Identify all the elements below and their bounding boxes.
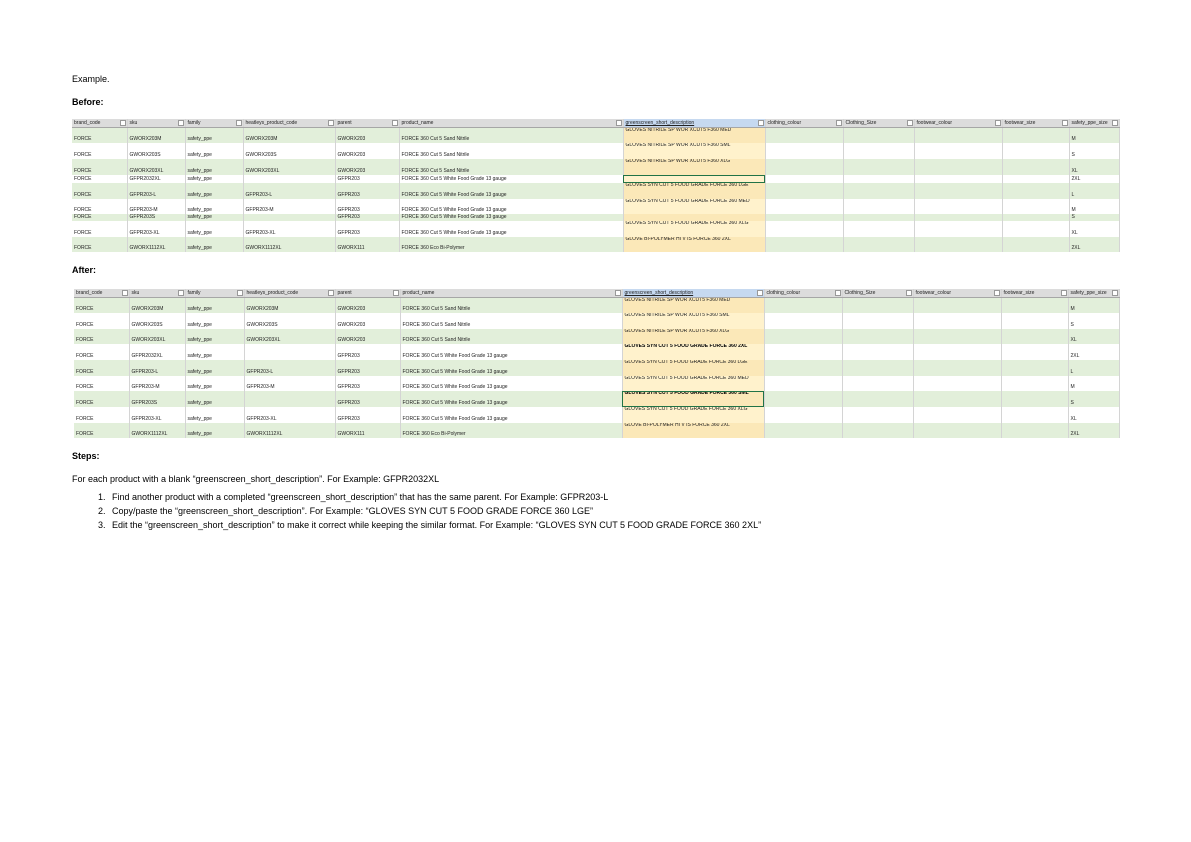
column-header-clothing-colour[interactable]: clothing_colour [765,119,843,128]
cell-safety-ppe-size[interactable]: 2XL [1068,344,1119,360]
cell-footwear-size[interactable] [1001,423,1068,438]
cell-clothing-colour[interactable] [764,360,842,376]
after-sheet [74,289,1120,438]
cell-clothing-colour[interactable] [765,221,843,237]
cell-brand-code[interactable]: FORCE [74,407,129,423]
cell-clothing-size[interactable] [842,329,913,344]
cell-product-name[interactable]: FORCE 360 Cut 5 White Food Grade 13 gauge [399,183,623,199]
cell-greenscreen-short-description[interactable]: GLOVES SYN CUT 5 FOOD GRADE FORCE 360 SML [622,391,764,407]
cell-brand-code[interactable]: FORCE [74,344,129,360]
cell-parent[interactable]: GFPR203 [335,221,399,237]
cell-footwear-size[interactable] [1001,298,1068,313]
cell-clothing-colour[interactable] [764,298,842,313]
cell-footwear-colour[interactable] [914,199,1002,214]
cell-sku[interactable]: GFPR203-M [129,376,185,391]
filter-dropdown-icon[interactable] [328,290,334,296]
cell-brand-code[interactable]: FORCE [72,175,127,183]
column-header-parent[interactable]: parent [335,289,400,298]
steps-intro: For each product with a blank “greenscreen_short_description”. For Example: GFPR2032XL [72,474,440,484]
cell-footwear-colour[interactable] [913,298,1001,313]
cell-safety-ppe-size[interactable]: XL [1069,221,1119,237]
cell-heatleys-product-code[interactable] [243,175,335,183]
column-header-product-name[interactable]: product_name [400,289,622,298]
cell-family[interactable]: safety_ppe [185,175,243,183]
filter-dropdown-icon[interactable] [757,290,763,296]
filter-dropdown-icon[interactable] [615,290,621,296]
cell-heatleys-product-code[interactable] [244,391,335,407]
cell-parent[interactable]: GWORX203 [335,298,400,313]
table-row [72,143,1119,159]
cell-parent[interactable]: GWORX203 [335,128,399,143]
step-item: 2. Copy/paste the “greenscreen_short_description”. For Example: “GLOVES SYN CUT 5 FOOD GRADE FORCE 360 LGE” [108,506,761,516]
table-row [72,175,1119,183]
table-row [72,214,1119,221]
filter-dropdown-icon[interactable] [237,290,243,296]
cell-clothing-colour[interactable] [765,128,843,143]
column-header-greenscreen-short-description[interactable]: greenscreen_short_description [623,119,765,128]
column-header-clothing-size[interactable]: Clothing_Size [842,289,913,298]
cell-product-name[interactable]: FORCE 360 Cut 5 Sand Nitrile [400,313,622,329]
cell-safety-ppe-size[interactable]: S [1069,143,1119,159]
cell-footwear-size[interactable] [1001,344,1068,360]
filter-dropdown-icon[interactable] [393,290,399,296]
cell-parent[interactable]: GFPR203 [335,183,399,199]
cell-greenscreen-short-description[interactable]: GLOVES SYN CUT 5 FOOD GRADE FORCE 360 MED [623,199,765,214]
cell-brand-code[interactable]: FORCE [74,360,129,376]
cell-footwear-size[interactable] [1002,128,1069,143]
cell-brand-code[interactable]: FORCE [72,237,127,252]
cell-clothing-size[interactable] [842,360,913,376]
cell-family[interactable]: safety_ppe [185,407,244,423]
cell-safety-ppe-size[interactable]: 2XL [1069,237,1119,252]
before-sheet [72,119,1120,252]
cell-clothing-size[interactable] [843,214,914,221]
filter-dropdown-icon[interactable] [995,120,1001,126]
table-row [74,407,1119,423]
table-row [72,237,1119,252]
cell-greenscreen-short-description[interactable]: GLOVES SYN CUT 5 FOOD GRADE FORCE 360 XLG [622,407,764,423]
cell-parent[interactable]: GWORX203 [335,143,399,159]
cell-safety-ppe-size[interactable]: L [1069,183,1119,199]
cell-sku[interactable]: GFPR203-XL [127,221,185,237]
cell-brand-code[interactable]: FORCE [72,128,127,143]
cell-safety-ppe-size[interactable]: 2XL [1068,423,1119,438]
cell-heatleys-product-code[interactable]: GFPR203-XL [243,221,335,237]
header-row [72,119,1119,128]
cell-parent[interactable]: GWORX203 [335,313,400,329]
cell-greenscreen-short-description[interactable]: GLOVES SYN CUT 5 FOOD GRADE FORCE 360 LGE [623,183,765,199]
column-header-heatleys-product-code[interactable]: heatleys_product_code [244,289,335,298]
cell-clothing-size[interactable] [843,237,914,252]
cell-family[interactable]: safety_ppe [185,214,243,221]
cell-brand-code[interactable]: FORCE [74,391,129,407]
cell-greenscreen-short-description[interactable]: GLOVES NITRILE SP WOR XCUT5 F360 XLG [623,159,765,175]
column-header-sku[interactable]: sku [129,289,185,298]
cell-clothing-colour[interactable] [764,329,842,344]
cell-clothing-size[interactable] [842,423,913,438]
column-header-brand-code[interactable]: brand_code [74,289,129,298]
cell-brand-code[interactable]: FORCE [72,183,127,199]
cell-heatleys-product-code[interactable]: GFPR203-M [244,376,335,391]
cell-sku[interactable]: GWORX1112XL [127,237,185,252]
cell-sku[interactable]: GWORX203M [129,298,185,313]
cell-clothing-colour[interactable] [764,407,842,423]
cell-footwear-size[interactable] [1002,175,1069,183]
cell-safety-ppe-size[interactable]: M [1069,128,1119,143]
column-header-safety-ppe-size[interactable]: safety_ppe_size [1069,119,1119,128]
cell-parent[interactable]: GWORX111 [335,423,400,438]
cell-footwear-colour[interactable] [913,376,1001,391]
cell-greenscreen-short-description[interactable]: GLOVE BI-POLYMER HI V IS FORCE 360 2XL [622,423,764,438]
cell-sku[interactable]: GWORX203XL [127,159,185,175]
cell-clothing-colour[interactable] [765,159,843,175]
table-row [74,344,1119,360]
cell-safety-ppe-size[interactable]: XL [1068,407,1119,423]
cell-sku[interactable]: GFPR2032XL [129,344,185,360]
cell-product-name[interactable]: FORCE 360 Cut 5 White Food Grade 13 gauge [399,199,623,214]
cell-greenscreen-short-description[interactable]: GLOVES SYN CUT 5 FOOD GRADE FORCE 360 2XL [622,344,764,360]
table-row [72,199,1119,214]
cell-heatleys-product-code[interactable]: GWORX203S [243,143,335,159]
cell-clothing-colour[interactable] [764,391,842,407]
column-header-heatleys-product-code[interactable]: heatleys_product_code [243,119,335,128]
cell-sku[interactable]: GFPR203-M [127,199,185,214]
cell-heatleys-product-code[interactable]: GWORX203XL [243,159,335,175]
cell-safety-ppe-size[interactable]: M [1068,376,1119,391]
table-row [72,183,1119,199]
cell-greenscreen-short-description[interactable]: GLOVES NITRILE SP WOR XCUT5 F360 SML [623,143,765,159]
cell-brand-code[interactable]: FORCE [74,313,129,329]
cell-clothing-size[interactable] [843,221,914,237]
cell-greenscreen-short-description[interactable]: GLOVE BI-POLYMER HI V IS FORCE 360 2XL [623,237,765,252]
cell-greenscreen-short-description[interactable]: GLOVES NITRILE SP WOR XCUT5 F360 SML [622,313,764,329]
cell-product-name[interactable]: FORCE 360 Eco Bi-Polymer [400,423,622,438]
filter-dropdown-icon[interactable] [328,120,334,126]
cell-clothing-size[interactable] [843,175,914,183]
cell-footwear-size[interactable] [1002,221,1069,237]
filter-dropdown-icon[interactable] [392,120,398,126]
cell-safety-ppe-size[interactable]: L [1068,360,1119,376]
cell-sku[interactable]: GWORX203S [129,313,185,329]
cell-greenscreen-short-description[interactable]: GLOVES NITRILE SP WOR XCUT5 F360 MED [623,128,765,143]
cell-safety-ppe-size[interactable]: XL [1069,159,1119,175]
cell-family[interactable]: safety_ppe [185,143,243,159]
cell-clothing-size[interactable] [843,143,914,159]
cell-clothing-size[interactable] [843,128,914,143]
cell-greenscreen-short-description[interactable]: GLOVES SYN CUT 5 FOOD GRADE FORCE 360 MED [622,376,764,391]
cell-heatleys-product-code[interactable]: GFPR203-M [243,199,335,214]
cell-footwear-colour[interactable] [913,360,1001,376]
cell-parent[interactable]: GFPR203 [335,407,400,423]
step-item: 3. Edit the “greenscreen_short_description” to make it correct while keeping the similar format. For Example: “GLOVES SYN CUT 5 FOOD GRADE FORCE 360 2XL” [108,520,761,530]
column-header-product-name[interactable]: product_name [399,119,623,128]
cell-greenscreen-short-description[interactable]: GLOVES SYN CUT 5 FOOD GRADE FORCE 360 LGE [622,360,764,376]
cell-parent[interactable]: GWORX203 [335,159,399,175]
after-label: After: [72,265,96,275]
cell-footwear-size[interactable] [1001,329,1068,344]
table-row [74,298,1119,313]
cell-footwear-size[interactable] [1001,407,1068,423]
table-row [74,423,1119,438]
cell-family[interactable]: safety_ppe [185,344,244,360]
cell-clothing-colour[interactable] [765,183,843,199]
filter-dropdown-icon[interactable] [616,120,622,126]
cell-greenscreen-short-description[interactable]: GLOVES NITRILE SP WOR XCUT5 F360 XLG [622,329,764,344]
cell-footwear-size[interactable] [1001,376,1068,391]
cell-family[interactable]: safety_ppe [185,360,244,376]
cell-product-name[interactable]: FORCE 360 Cut 5 White Food Grade 13 gauge [400,344,622,360]
filter-dropdown-icon[interactable] [1061,290,1067,296]
cell-footwear-size[interactable] [1002,199,1069,214]
cell-sku[interactable]: GFPR2032XL [127,175,185,183]
cell-parent[interactable]: GFPR203 [335,175,399,183]
column-header-parent[interactable]: parent [335,119,399,128]
cell-footwear-size[interactable] [1002,159,1069,175]
cell-product-name[interactable]: FORCE 360 Cut 5 Sand Nitrile [399,159,623,175]
filter-dropdown-icon[interactable] [1112,120,1118,126]
filter-dropdown-icon[interactable] [907,120,913,126]
cell-product-name[interactable]: FORCE 360 Cut 5 White Food Grade 13 gauge [400,391,622,407]
cell-footwear-colour[interactable] [914,214,1002,221]
cell-product-name[interactable]: FORCE 360 Eco Bi-Polymer [399,237,623,252]
cell-clothing-colour[interactable] [764,423,842,438]
cell-footwear-size[interactable] [1001,360,1068,376]
steps-list [72,492,761,534]
cell-clothing-colour[interactable] [764,313,842,329]
cell-family[interactable]: safety_ppe [185,221,243,237]
cell-safety-ppe-size[interactable]: 2XL [1069,175,1119,183]
cell-brand-code[interactable]: FORCE [72,143,127,159]
cell-sku[interactable]: GFPR203S [129,391,185,407]
cell-brand-code[interactable]: FORCE [72,199,127,214]
cell-footwear-colour[interactable] [914,183,1002,199]
cell-heatleys-product-code[interactable]: GWORX203M [243,128,335,143]
table-row [74,391,1119,407]
cell-parent[interactable]: GWORX111 [335,237,399,252]
cell-sku[interactable]: GFPR203S [127,214,185,221]
filter-dropdown-icon[interactable] [178,290,184,296]
cell-heatleys-product-code[interactable]: GFPR203-L [243,183,335,199]
cell-heatleys-product-code[interactable] [243,214,335,221]
cell-brand-code[interactable]: FORCE [74,329,129,344]
cell-family[interactable]: safety_ppe [185,199,243,214]
filter-dropdown-icon[interactable] [994,290,1000,296]
cell-sku[interactable]: GWORX203XL [129,329,185,344]
cell-clothing-size[interactable] [842,407,913,423]
cell-clothing-colour[interactable] [764,376,842,391]
cell-brand-code[interactable]: FORCE [74,298,129,313]
column-header-brand-code[interactable]: brand_code [72,119,127,128]
cell-sku[interactable]: GWORX1112XL [129,423,185,438]
cell-family[interactable]: safety_ppe [185,329,244,344]
filter-dropdown-icon[interactable] [122,290,128,296]
cell-heatleys-product-code[interactable]: GWORX1112XL [244,423,335,438]
cell-parent[interactable]: GFPR203 [335,391,400,407]
cell-parent[interactable]: GFPR203 [335,344,400,360]
cell-brand-code[interactable]: FORCE [72,159,127,175]
cell-parent[interactable]: GFPR203 [335,199,399,214]
column-header-greenscreen-short-description[interactable]: greenscreen_short_description [622,289,764,298]
example-label: Example. [72,74,110,84]
cell-family[interactable]: safety_ppe [185,159,243,175]
cell-sku[interactable]: GWORX203S [127,143,185,159]
cell-product-name[interactable]: FORCE 360 Cut 5 Sand Nitrile [399,143,623,159]
table-row [74,329,1119,344]
column-header-family[interactable]: family [185,289,244,298]
cell-clothing-size[interactable] [842,298,913,313]
cell-product-name[interactable]: FORCE 360 Cut 5 Sand Nitrile [400,329,622,344]
cell-heatleys-product-code[interactable]: GWORX203M [244,298,335,313]
cell-parent[interactable]: GFPR203 [335,214,399,221]
filter-dropdown-icon[interactable] [1062,120,1068,126]
cell-greenscreen-short-description[interactable] [623,214,765,221]
cell-clothing-colour[interactable] [765,143,843,159]
cell-safety-ppe-size[interactable]: M [1068,298,1119,313]
cell-brand-code[interactable]: FORCE [74,423,129,438]
cell-footwear-colour[interactable] [913,344,1001,360]
cell-family[interactable]: safety_ppe [185,298,244,313]
cell-product-name[interactable]: FORCE 360 Cut 5 White Food Grade 13 gauge [400,376,622,391]
cell-clothing-size[interactable] [842,344,913,360]
cell-clothing-size[interactable] [843,183,914,199]
cell-heatleys-product-code[interactable]: GWORX203S [244,313,335,329]
cell-clothing-colour[interactable] [764,344,842,360]
cell-footwear-colour[interactable] [913,313,1001,329]
table-row [72,128,1119,143]
cell-footwear-colour[interactable] [914,221,1002,237]
step-item: 1. Find another product with a completed “greenscreen_short_description” that has the same parent. For Example: GFPR203-L [108,492,761,502]
cell-clothing-colour[interactable] [765,199,843,214]
cell-footwear-colour[interactable] [914,175,1002,183]
cell-footwear-size[interactable] [1002,143,1069,159]
cell-footwear-colour[interactable] [914,128,1002,143]
cell-safety-ppe-size[interactable]: S [1068,313,1119,329]
cell-product-name[interactable]: FORCE 360 Cut 5 White Food Grade 13 gauge [400,360,622,376]
cell-footwear-size[interactable] [1001,391,1068,407]
cell-family[interactable]: safety_ppe [185,237,243,252]
cell-footwear-size[interactable] [1002,183,1069,199]
filter-dropdown-icon[interactable] [120,120,126,126]
cell-product-name[interactable]: FORCE 360 Cut 5 Sand Nitrile [400,298,622,313]
column-header-footwear-colour[interactable]: footwear_colour [913,289,1001,298]
cell-footwear-colour[interactable] [913,329,1001,344]
column-header-clothing-colour[interactable]: clothing_colour [764,289,842,298]
cell-family[interactable]: safety_ppe [185,183,243,199]
column-header-sku[interactable]: sku [127,119,185,128]
cell-clothing-colour[interactable] [765,214,843,221]
cell-family[interactable]: safety_ppe [185,376,244,391]
cell-heatleys-product-code[interactable] [244,344,335,360]
filter-dropdown-icon[interactable] [178,120,184,126]
cell-footwear-colour[interactable] [914,159,1002,175]
cell-product-name[interactable]: FORCE 360 Cut 5 White Food Grade 13 gauge [399,175,623,183]
cell-clothing-colour[interactable] [765,237,843,252]
column-header-family[interactable]: family [185,119,243,128]
cell-family[interactable]: safety_ppe [185,423,244,438]
cell-heatleys-product-code[interactable]: GFPR203-XL [244,407,335,423]
cell-family[interactable]: safety_ppe [185,128,243,143]
table-row [74,360,1119,376]
cell-clothing-size[interactable] [842,376,913,391]
cell-footwear-size[interactable] [1001,313,1068,329]
cell-clothing-size[interactable] [843,199,914,214]
before-label: Before: [72,97,104,107]
cell-parent[interactable]: GFPR203 [335,376,400,391]
filter-dropdown-icon[interactable] [758,120,764,126]
cell-brand-code[interactable]: FORCE [74,376,129,391]
cell-footwear-colour[interactable] [913,391,1001,407]
cell-heatleys-product-code[interactable]: GFPR203-L [244,360,335,376]
cell-greenscreen-short-description[interactable] [623,175,765,183]
cell-footwear-size[interactable] [1002,214,1069,221]
filter-dropdown-icon[interactable] [836,120,842,126]
cell-footwear-colour[interactable] [914,237,1002,252]
cell-safety-ppe-size[interactable]: M [1069,199,1119,214]
cell-brand-code[interactable]: FORCE [72,214,127,221]
cell-greenscreen-short-description[interactable]: GLOVES NITRILE SP WOR XCUT5 F360 MED [622,298,764,313]
cell-parent[interactable]: GFPR203 [335,360,400,376]
cell-sku[interactable]: GFPR203-L [127,183,185,199]
cell-greenscreen-short-description[interactable]: GLOVES SYN CUT 5 FOOD GRADE FORCE 360 XLG [623,221,765,237]
steps-label: Steps: [72,451,100,461]
column-header-safety-ppe-size[interactable]: safety_ppe_size [1068,289,1119,298]
cell-footwear-colour[interactable] [914,143,1002,159]
table-row [72,221,1119,237]
cell-product-name[interactable]: FORCE 360 Cut 5 White Food Grade 13 gauge [399,221,623,237]
column-header-footwear-size[interactable]: footwear_size [1001,289,1068,298]
cell-parent[interactable]: GWORX203 [335,329,400,344]
cell-family[interactable]: safety_ppe [185,391,244,407]
cell-heatleys-product-code[interactable]: GWORX1112XL [243,237,335,252]
cell-brand-code[interactable]: FORCE [72,221,127,237]
column-header-footwear-colour[interactable]: footwear_colour [914,119,1002,128]
cell-product-name[interactable]: FORCE 360 Cut 5 White Food Grade 13 gauge [399,214,623,221]
cell-footwear-size[interactable] [1002,237,1069,252]
filter-dropdown-icon[interactable] [835,290,841,296]
column-header-clothing-size[interactable]: Clothing_Size [843,119,914,128]
cell-safety-ppe-size[interactable]: S [1068,391,1119,407]
cell-sku[interactable]: GWORX203M [127,128,185,143]
cell-clothing-size[interactable] [842,391,913,407]
filter-dropdown-icon[interactable] [906,290,912,296]
filter-dropdown-icon[interactable] [1112,290,1118,296]
table-row [74,376,1119,391]
cell-clothing-size[interactable] [842,313,913,329]
cell-family[interactable]: safety_ppe [185,313,244,329]
cell-safety-ppe-size[interactable]: S [1069,214,1119,221]
cell-product-name[interactable]: FORCE 360 Cut 5 Sand Nitrile [399,128,623,143]
table-row [72,159,1119,175]
cell-footwear-colour[interactable] [913,423,1001,438]
cell-clothing-colour[interactable] [765,175,843,183]
column-header-footwear-size[interactable]: footwear_size [1002,119,1069,128]
cell-sku[interactable]: GFPR203-XL [129,407,185,423]
header-row [74,289,1119,298]
table-row [74,313,1119,329]
filter-dropdown-icon[interactable] [236,120,242,126]
cell-heatleys-product-code[interactable]: GWORX203XL [244,329,335,344]
cell-sku[interactable]: GFPR203-L [129,360,185,376]
cell-clothing-size[interactable] [843,159,914,175]
cell-safety-ppe-size[interactable]: XL [1068,329,1119,344]
cell-footwear-colour[interactable] [913,407,1001,423]
cell-product-name[interactable]: FORCE 360 Cut 5 White Food Grade 13 gauge [400,407,622,423]
